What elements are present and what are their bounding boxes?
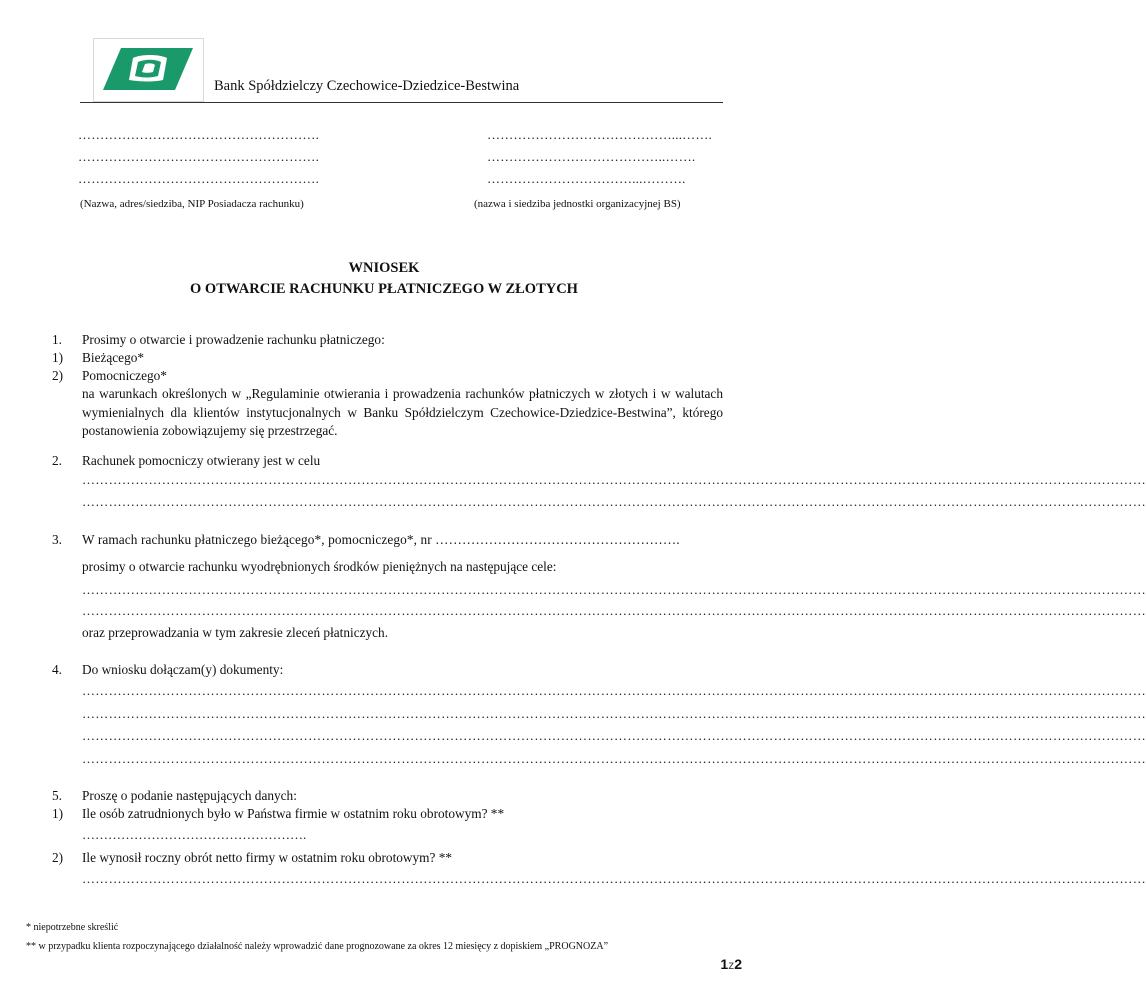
branch-field-line-2[interactable]: …………………………………..……. [487,149,696,164]
section-2-number: 2. [52,453,62,468]
option-1-number: 1) [52,350,64,365]
documents-field-line-3[interactable]: …………………………………………………………………………………………………………………………………………………………………………………………………………………… [82,728,1146,743]
goals-field-line-1[interactable]: …………………………………………………………………………………………………………………………………………………………………………………………………………………… [82,582,1146,597]
documents-field-line-1[interactable]: …………………………………………………………………………………………………………………………………………………………………………………………………………………… [82,683,1146,698]
purpose-field-line-1[interactable]: …………………………………………………………………………………………………………………………………………………………………………………………………………………… [82,472,1146,487]
section-1-number: 1. [52,332,62,347]
section-4-text: Do wniosku dołączam(y) dokumenty: [82,662,284,677]
documents-field-line-4[interactable]: …………………………………………………………………………………………………………………………………………………………………………………………………………………… [82,751,1146,766]
document-subtitle: O OTWARCIE RACHUNKU PŁATNICZEGO W ZŁOTYCH [190,281,578,297]
page-current: 1 [720,956,729,972]
applicant-caption: (Nazwa, adres/siedziba, NIP Posiadacza rachunku) [80,198,304,210]
turnover-field[interactable]: …………………………………………………………………………………………………………………………………………………………………………………………………………………… [82,871,1146,886]
page-separator: z [728,958,735,972]
section-3-number: 3. [52,532,62,547]
header-divider [80,102,723,103]
section-3-closing: oraz przeprowadzania w tym zakresie zleceń płatniczych. [82,625,389,640]
section-5-number: 5. [52,788,62,803]
option-auxiliary-account[interactable]: Pomocniczego* [82,368,167,383]
documents-field-line-2[interactable]: …………………………………………………………………………………………………………………………………………………………………………………………………………………… [82,706,1146,721]
applicant-field-line-1[interactable]: ………………………………………………. [78,127,320,142]
option-2-number: 2) [52,368,64,383]
section-1-text: Prosimy o otwarcie i prowadzenie rachunku płatniczego: [82,332,385,347]
employees-field[interactable]: ……………………………………………. [82,827,307,842]
terms-paragraph: na warunkach określonych w „Regulaminie otwierania i prowadzenia rachunków płatniczych w złotych i w walutach wymienialnych dla klientów instytucjonalnych w Banku Spółdzielczym Czechowice-Dziedzice-Bestwina”, którego postanowienia zobowiązujemy się przestrzegać. [82,386,723,438]
option-current-account[interactable]: Bieżącego* [82,350,145,365]
question-turnover: Ile wynosił roczny obrót netto firmy w ostatnim roku obrotowym? ** [82,850,453,865]
section-3-request: prosimy o otwarcie rachunku wyodrębnionych środków pieniężnych na następujące cele: [82,559,557,574]
section-4-number: 4. [52,662,62,677]
question-1-number: 1) [52,806,64,821]
purpose-field-line-2[interactable]: …………………………………………………………………………………………………………………………………………………………………………………………………………………… [82,494,1146,509]
branch-field-line-1[interactable]: ……………………………………...……. [487,127,712,142]
applicant-field-line-3[interactable]: ………………………………………………. [78,171,320,186]
section-3-text[interactable]: W ramach rachunku płatniczego bieżącego*, pomocniczego*, nr ………………………………………………. [82,532,680,547]
question-employees: Ile osób zatrudnionych było w Państwa firmie w ostatnim roku obrotowym? ** [82,806,505,821]
bank-logo-icon [93,38,204,102]
page-number [720,956,742,972]
goals-field-line-2[interactable]: …………………………………………………………………………………………………………………………………………………………………………………………………………………… [82,603,1146,618]
applicant-field-line-2[interactable]: ………………………………………………. [78,149,320,164]
branch-caption: (nazwa i siedziba jednostki organizacyjnej BS) [474,198,681,210]
document-title: WNIOSEK [348,260,420,276]
section-5-text: Proszę o podanie następujących danych: [82,788,297,803]
branch-field-line-3[interactable]: ……………………………...………. [487,171,686,186]
question-2-number: 2) [52,850,64,865]
footnote-forecast: ** w przypadku klienta rozpoczynającego działalność należy wprowadzić dane prognozowane za okres 12 miesięcy z dopiskiem „PROGNOZA” [26,941,609,952]
footnote-strike: * niepotrzebne skreślić [26,922,119,933]
section-2-text: Rachunek pomocniczy otwierany jest w celu [82,453,321,468]
bank-logo [93,38,204,102]
bank-name: Bank Spółdzielczy Czechowice-Dziedzice-Bestwina [214,78,520,94]
page-total: 2 [734,956,742,972]
